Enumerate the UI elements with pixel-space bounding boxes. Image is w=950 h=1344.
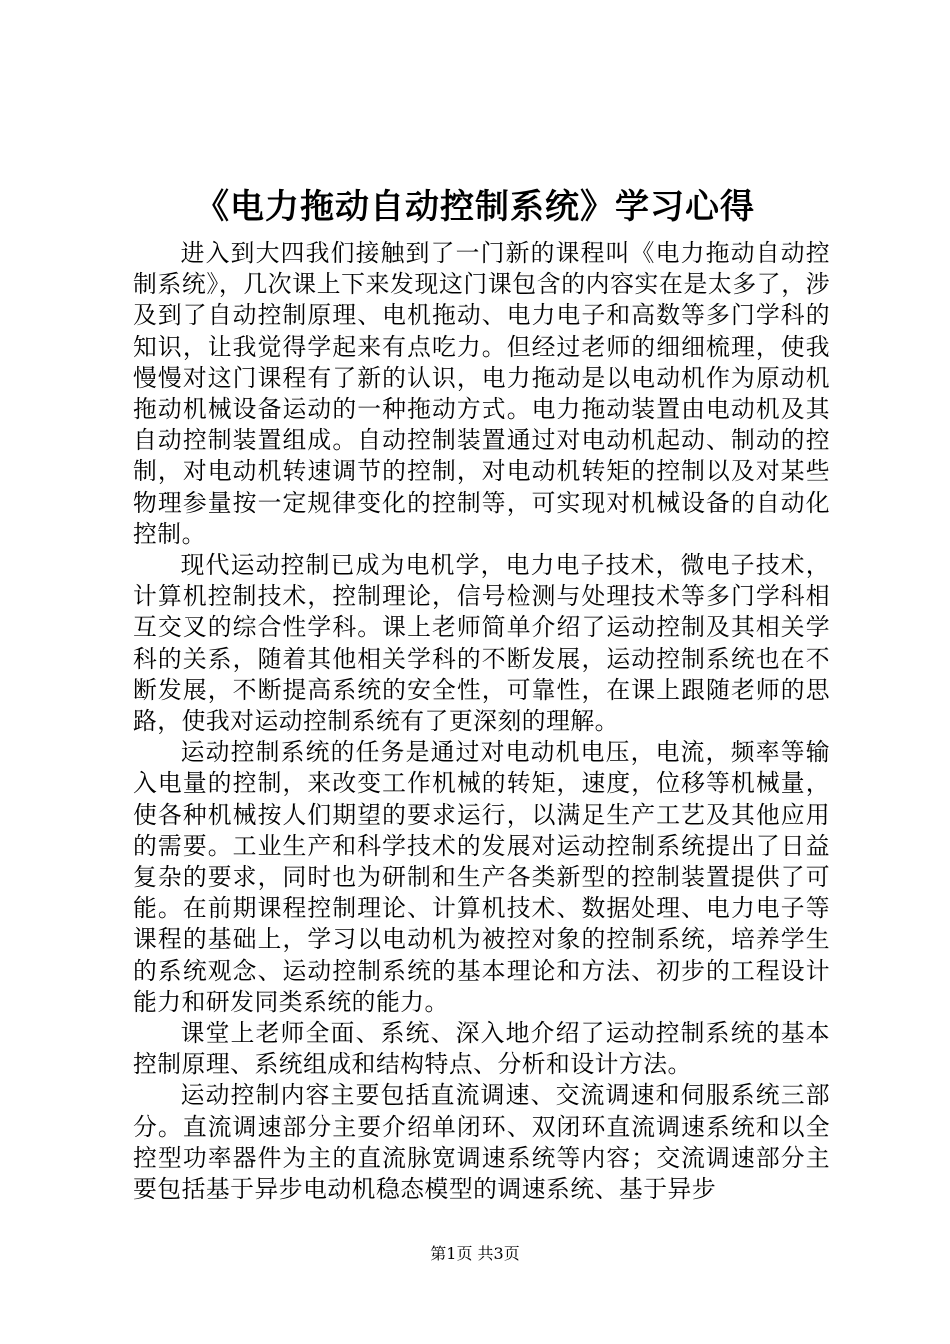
paragraph: 进入到大四我们接触到了一门新的课程叫《电力拖动自动控制系统》，几次课上下来发现这门课包含的内容实在是太多了，涉及到了自动控制原理、电机拖动、电力电子和高数等多门学科的知识，让我觉得学起来有点吃力。但经过老师的细细梳理，使我慢慢对这门课程有了新的认识，电力拖动是以电动机作为原动机拖动机械设备运动的一种拖动方式。电力拖动装置由电动机及其自动控制装置组成。自动控制装置通过对电动机起动、制动的控制，对电动机转速调节的控制，对电动机转矩的控制以及对某些物理参量按一定规律变化的控制等，可实现对机械设备的自动化控制。 — [133, 239, 830, 548]
document-body — [133, 238, 830, 1205]
paragraph: 课堂上老师全面、系统、深入地介绍了运动控制系统的基本控制原理、系统组成和结构特点、分析和设计方法。 — [133, 1019, 830, 1079]
paragraph: 运动控制系统的任务是通过对电动机电压，电流，频率等输入电量的控制，来改变工作机械的转矩，速度，位移等机械量，使各种机械按人们期望的要求运行，以满足生产工艺及其他应用的需要。工业生产和科学技术的发展对运动控制系统提出了日益复杂的要求，同时也为研制和生产各类新型的控制装置提供了可能。在前期课程控制理论、计算机技术、数据处理、电力电子等课程的基础上，学习以电动机为被控对象的控制系统，培养学生的系统观念、运动控制系统的基本理论和方法、初步的工程设计能力和研发同类系统的能力。 — [133, 738, 830, 1016]
paragraph: 运动控制内容主要包括直流调速、交流调速和伺服系统三部分。直流调速部分主要介绍单闭环、双闭环直流调速系统和以全控型功率器件为主的直流脉宽调速系统等内容；交流调速部分主要包括基于异步电动机稳态模型的调速系统、基于异步 — [133, 1081, 830, 1204]
paragraph: 现代运动控制已成为电机学，电力电子技术，微电子技术，计算机控制技术，控制理论，信号检测与处理技术等多门学科相互交叉的综合性学科。课上老师简单介绍了运动控制及其相关学科的关系，随着其他相关学科的不断发展，运动控制系统也在不断发展，不断提高系统的安全性，可靠性，在课上跟随老师的思路，使我对运动控制系统有了更深刻的理解。 — [133, 551, 830, 736]
page-number-footer: 第1页 共3页 — [430, 1244, 520, 1263]
document-title: 《电力拖动自动控制系统》学习心得 — [195, 187, 755, 227]
